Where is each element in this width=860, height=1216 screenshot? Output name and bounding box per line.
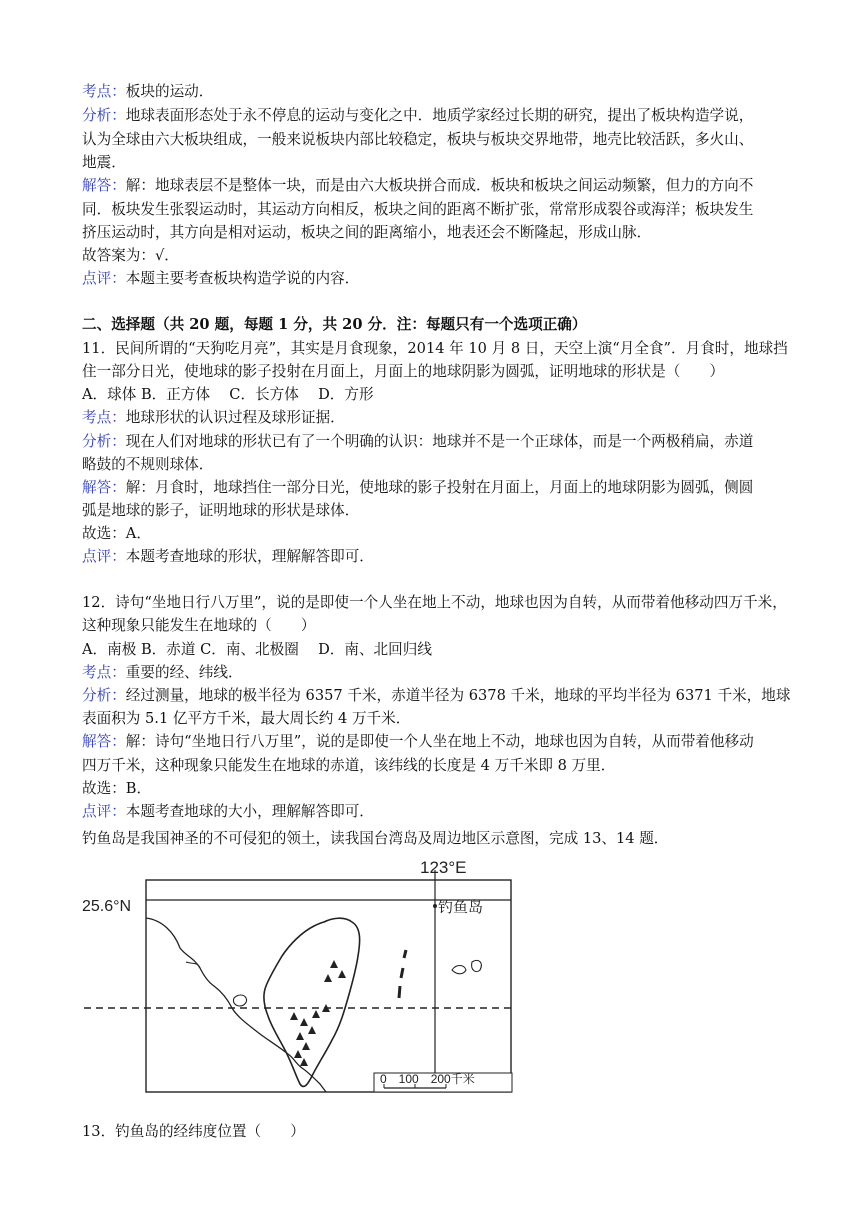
jieda-line xyxy=(82,176,753,196)
kaodian-text: 地球形状的认识过程及球形证据． xyxy=(125,409,345,426)
jieda-text: 同．板块发生张裂运动时，其运动方向相反，板块之间的距离不断扩张，常常形成裂谷或海洋；板块发生 xyxy=(82,201,754,218)
jieda-label: 解答： xyxy=(82,177,126,194)
fenxi-text: 地震． xyxy=(82,154,126,171)
penghu-island xyxy=(233,995,246,1006)
q11-options: A．球体 B．正方体 C．长方体 D．方形 xyxy=(82,386,374,403)
islet-mark xyxy=(404,950,406,958)
kaodian-text: 板块的运动． xyxy=(125,83,214,100)
q12-options: A．南极 B．赤道 C．南、北极圈 D．南、北回归线 xyxy=(82,641,432,658)
fenxi-label: 分析： xyxy=(82,433,126,450)
jieda-label: 解答： xyxy=(82,479,126,496)
kaodian-label: 考点： xyxy=(82,409,126,426)
kaodian-label: 考点： xyxy=(82,83,126,100)
jieda-text: 解：月食时，地球挡住一部分日光，使地球的影子投射在月面上，月面上的地球阴影为圆弧，侧圆 xyxy=(125,479,754,496)
dianping-text: 本题考查地球的形状，理解解答即可． xyxy=(125,548,374,565)
fenxi-label: 分析： xyxy=(82,107,126,124)
jieda-text: 挤压运动时，其方向是相对运动，板块之间的距离缩小，地表还会不断隆起，形成山脉． xyxy=(82,224,652,241)
q12-kaodian xyxy=(82,663,243,683)
fenxi-text: 略鼓的不规则球体． xyxy=(82,456,214,473)
fenxi-text: 现在人们对地球的形状已有了一个明确的认识：地球并不是一个正球体，而是一个两极稍扁，赤道 xyxy=(125,433,754,450)
dianping-label: 点评： xyxy=(82,803,126,820)
q13-stem: 13．钓鱼岛的经纬度位置（ ） xyxy=(82,1123,305,1140)
diaoyu-point xyxy=(433,904,437,908)
kaodian-label: 考点： xyxy=(82,664,126,681)
kaodian-text: 重要的经、纬线． xyxy=(125,664,243,681)
jieda-text: 解：诗句“坐地日行八万里”，说的是即使一个人坐在地上不动，地球也因为自转，从而带着他移动 xyxy=(125,733,754,750)
taiwan-map xyxy=(82,858,522,1108)
map-intro: 钓鱼岛是我国神圣的不可侵犯的领土，读我国台湾岛及周边地区示意图，完成 13、14 题． xyxy=(82,830,669,847)
fenxi-text: 表面积为 5.1 亿平方千米，最大周长约 4 万千米． xyxy=(82,710,411,727)
fenxi-text: 认为全球由六大板块组成，一般来说板块内部比较稳定，板块与板块交界地带，地壳比较活跃，多火山、 xyxy=(82,131,754,148)
jieda-text: 解：地球表层不是整体一块，而是由六大板块拼合而成．板块和板块之间运动频繁，但力的方向不 xyxy=(125,177,754,194)
islet-mark xyxy=(401,968,403,978)
kaodian-line xyxy=(82,82,213,102)
taiwan-island xyxy=(264,918,360,1086)
fenxi-text: 地球表面形态处于永不停息的运动与变化之中．地质学家经过长期的研究，提出了板块构造学说， xyxy=(125,107,754,124)
q11-kaodian xyxy=(82,408,345,428)
q12-answer: 故选：B． xyxy=(82,780,152,797)
dianping-label: 点评： xyxy=(82,548,126,565)
east-island xyxy=(472,960,482,971)
q11-answer: 故选：A． xyxy=(82,525,151,542)
dianping-text: 本题主要考查板块构造学说的内容． xyxy=(125,270,360,287)
q11-dianping xyxy=(82,547,374,567)
q11-fenxi xyxy=(82,432,753,452)
islet-mark xyxy=(399,986,400,998)
q12-dianping xyxy=(82,802,374,822)
q11-jieda xyxy=(82,478,753,498)
fenxi-label: 分析： xyxy=(82,687,126,704)
east-island xyxy=(452,966,466,974)
jieda-text: 弧是地球的影子，证明地球的形状是球体． xyxy=(82,502,360,519)
jieda-label: 解答： xyxy=(82,733,126,750)
q11-stem: 11．民间所谓的“天狗吃月亮”，其实是月食现象，2014 年 10 月 8 日，天空上演“月全食”．月食时，地球挡 xyxy=(82,340,788,357)
section-heading: 二、选择题（共 20 题，每题 1 分，共 20 分．注：每题只有一个选项正确） xyxy=(82,316,587,333)
dianping-label: 点评： xyxy=(82,270,126,287)
jieda-text: 四万千米，这种现象只能发生在地球的赤道，该纬线的长度是 4 万千米即 8 万里． xyxy=(82,757,616,774)
latitude-label: 25.6°N xyxy=(82,898,132,915)
coast-detail xyxy=(186,962,200,968)
q12-fenxi xyxy=(82,686,790,706)
answer-text: 故答案为：√． xyxy=(82,247,179,264)
q12-stem: 12．诗句“坐地日行八万里”，说的是即使一个人坐在地上不动，地球也因为自转，从而带着他移动四万千米， xyxy=(82,594,787,611)
dianping-line xyxy=(82,269,359,289)
q12-stem: 这种现象只能发生在地球的（ ） xyxy=(82,617,316,634)
fenxi-text: 经过测量，地球的极半径为 6357 千米，赤道半径为 6378 千米，地球的平均半径为 6371 千米，地球 xyxy=(125,687,791,704)
longitude-label: 123°E xyxy=(420,858,467,877)
scale-label: 0 100 200千米 xyxy=(380,1072,475,1086)
mountain-symbols xyxy=(290,960,346,1066)
dianping-text: 本题考查地球的大小，理解解答即可． xyxy=(125,803,374,820)
fenxi-line xyxy=(82,106,753,126)
q11-stem: 住一部分日光，使地球的影子投射在月面上，月面上的地球阴影为圆弧，证明地球的形状是（ ） xyxy=(82,363,725,380)
island-label: 钓鱼岛 xyxy=(438,899,484,916)
q12-jieda xyxy=(82,732,754,752)
